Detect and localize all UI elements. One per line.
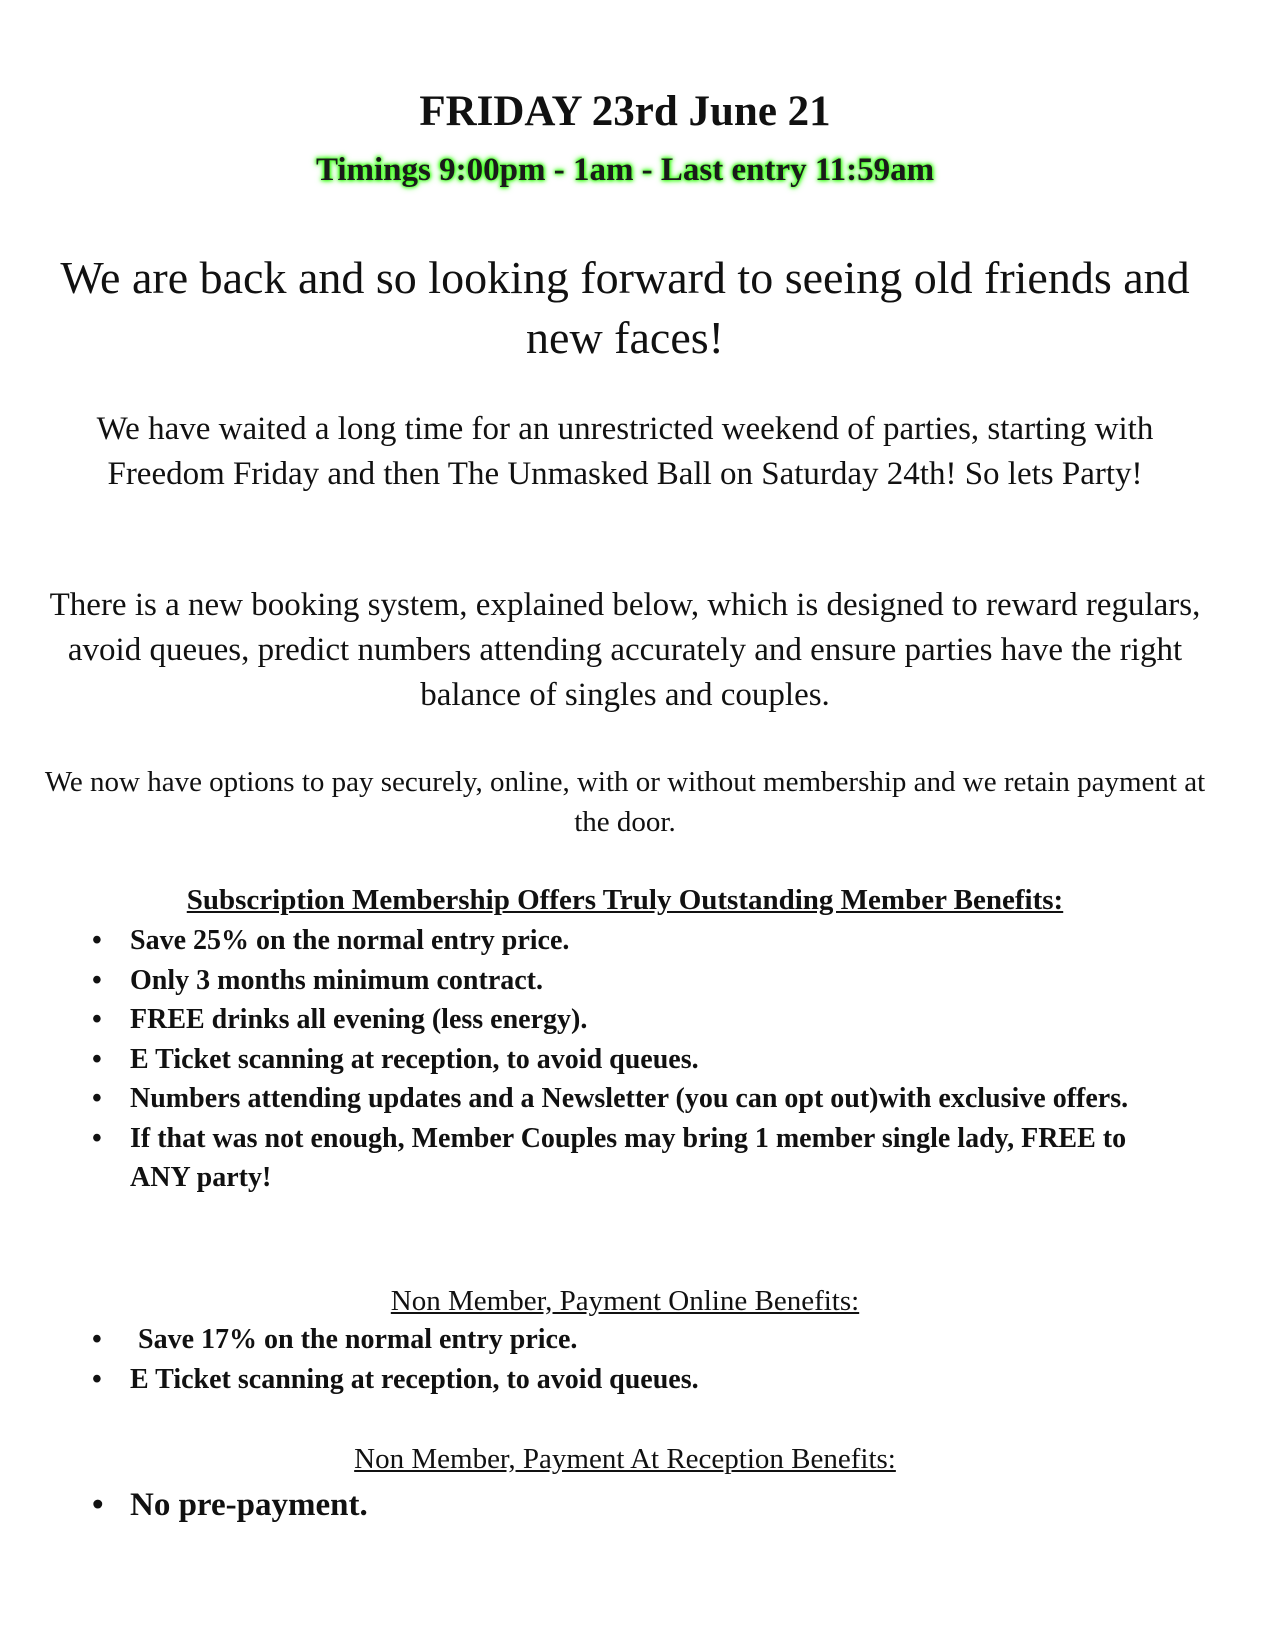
list-item: • E Ticket scanning at reception, to avoid queues. bbox=[92, 1360, 1142, 1400]
reception-payment-benefits-heading: Non Member, Payment At Reception Benefits: bbox=[354, 1443, 896, 1475]
list-item: • If that was not enough, Member Couples may bring 1 member single lady, FREE to ANY party! bbox=[92, 1119, 1142, 1198]
intro-paragraph-booking-system: There is a new booking system, explained below, which is designed to reward regulars, avoid queues, predict numbers attending accurately and ensure parties have the right balance of singles and couples. bbox=[49, 587, 1201, 713]
welcome-headline: We are back and so looking forward to seeing old friends and new faces! bbox=[60, 252, 1190, 363]
list-item: • Only 3 months minimum contract. bbox=[92, 961, 1142, 1001]
intro-paragraph-weekend: We have waited a long time for an unrestricted weekend of parties, starting with Freedom Friday and then The Unmasked Ball on Saturday 24th! So lets Party! bbox=[96, 411, 1154, 492]
list-item: • Save 25% on the normal entry price. bbox=[92, 921, 1142, 961]
intro-paragraph-payment-options: We now have options to pay securely, online, with or without membership and we retain payment at the door. bbox=[44, 766, 1206, 838]
online-payment-benefits-list bbox=[92, 1320, 1142, 1399]
bullet-icon: • bbox=[92, 1004, 102, 1035]
bullet-icon: • bbox=[92, 925, 102, 956]
bullet-icon: • bbox=[92, 964, 102, 996]
list-item: • No pre-payment. bbox=[92, 1483, 1142, 1527]
bullet-icon: • bbox=[92, 1363, 102, 1395]
list-item: • Numbers attending updates and a Newsletter (you can opt out)with exclusive offers. bbox=[92, 1079, 1142, 1119]
list-item: • E Ticket scanning at reception, to avoid queues. bbox=[92, 1040, 1142, 1080]
bullet-icon: • bbox=[92, 1487, 104, 1523]
event-date-title: FRIDAY 23rd June 21 bbox=[419, 88, 831, 135]
list-item: • FREE drinks all evening (less energy). bbox=[92, 1000, 1142, 1040]
online-payment-benefits-heading: Non Member, Payment Online Benefits: bbox=[390, 1285, 860, 1317]
event-timings: Timings 9:00pm - 1am - Last entry 11:59am bbox=[315, 152, 935, 188]
list-item: • Save 17% on the normal entry price. bbox=[92, 1320, 1142, 1360]
bullet-icon: • bbox=[92, 1324, 102, 1355]
bullet-icon: • bbox=[92, 1083, 102, 1114]
membership-benefits-list bbox=[92, 921, 1142, 1198]
bullet-icon: • bbox=[92, 1043, 102, 1075]
reception-payment-benefits-list bbox=[92, 1483, 1142, 1527]
bullet-icon: • bbox=[92, 1122, 102, 1154]
membership-benefits-heading: Subscription Membership Offers Truly Outstanding Member Benefits: bbox=[186, 884, 1064, 916]
